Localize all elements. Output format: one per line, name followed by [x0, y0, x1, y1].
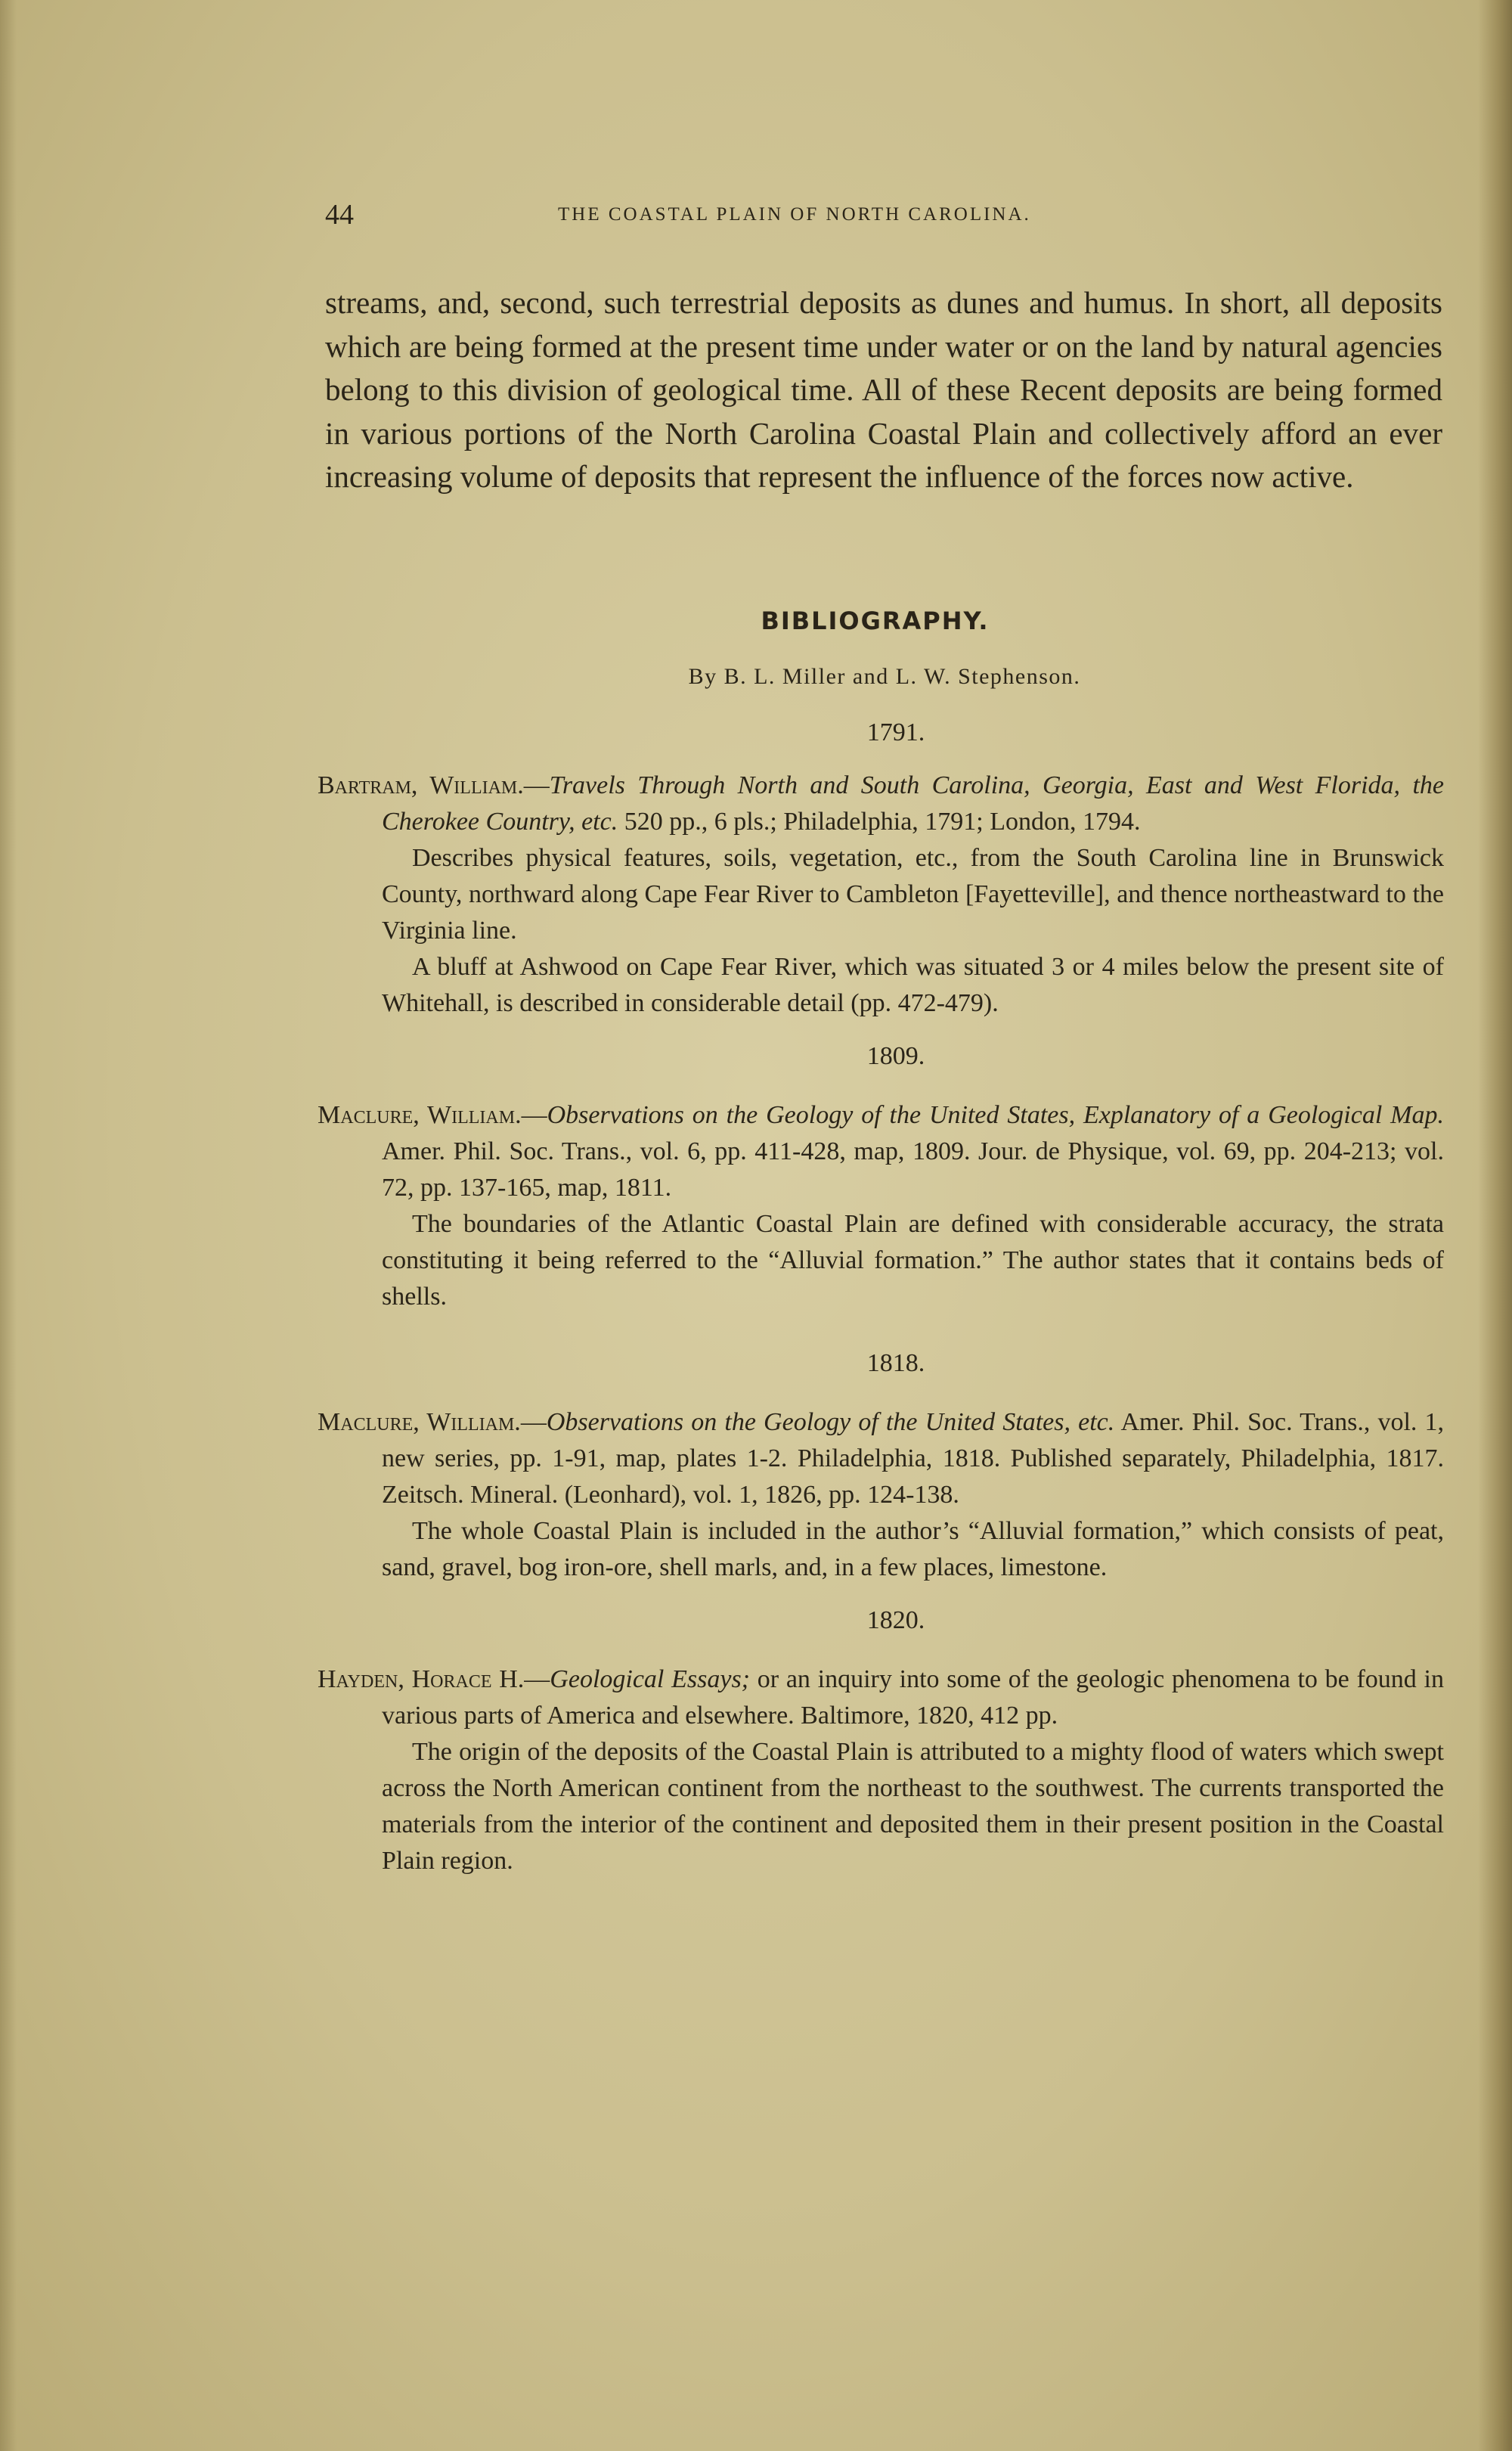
- entry-note: The boundaries of the Atlantic Coastal Plain are defined with considerable accuracy, the strata constituting it being referred to the “Alluvial formation.” The author states that it contains beds of shells.: [382, 1210, 1444, 1311]
- bibliography-title: BIBLIOGRAPHY.: [761, 607, 990, 635]
- bibliography-entries: [318, 715, 1444, 1879]
- entry-year: 1791.: [866, 718, 925, 746]
- citation: Hayden, Horace H.—Geological Essays; or an inquiry into some of the geologic phenomena to be found in various parts of America and elsewhere. Baltimore, 1820, 412 pp.: [318, 1665, 1444, 1730]
- bibliography-byline: By B. L. Miller and L. W. Stephenson.: [688, 664, 1081, 689]
- entry-year: 1818.: [866, 1349, 925, 1377]
- entry-note: A bluff at Ashwood on Cape Fear River, which was situated 3 or 4 miles below the present site of Whitehall, is described in considerable detail (pp. 472-479).: [382, 953, 1444, 1017]
- page-edge-shadow-right: [1478, 0, 1512, 2451]
- citation-author: Maclure, William.: [318, 1408, 521, 1436]
- citation-title: Geological Essays;: [550, 1665, 750, 1693]
- citation: Maclure, William.—Observations on the Geology of the United States, etc. Amer. Phil. Soc. Trans., vol. 1, new series, pp. 1-91, map, plates 1-2. Philadelphia, 1818. Published separately, Philadelphia, 1817. Zeitsch. Mineral. (Leonhard), vol. 1, 1826, pp. 124-138.: [318, 1408, 1445, 1509]
- page-header: [325, 198, 1213, 236]
- citation-details: Amer. Phil. Soc. Trans., vol. 6, pp. 411-428, map, 1809. Jour. de Physique, vol. 69, pp. 204-213; vol. 72, pp. 137-165, map, 1811.: [382, 1137, 1444, 1202]
- entry-note: The origin of the deposits of the Coastal Plain is attributed to a mighty flood of waters which swept across the North American continent from the northeast to the southwest. The currents transported the materials from the interior of the continent and deposited them in their present position in the Coastal Plain region.: [382, 1738, 1444, 1875]
- running-head: THE COASTAL PLAIN OF NORTH CAROLINA.: [558, 204, 1031, 225]
- entry-year: 1809.: [866, 1042, 925, 1070]
- citation-title: Travels Through North and South Carolina, Georgia, East and West Florida, the Cherokee Country, etc.: [382, 771, 1444, 836]
- citation-details: 520 pp., 6 pls.; Philadelphia, 1791; London, 1794.: [624, 808, 1141, 836]
- citation: Bartram, William.—Travels Through North and South Carolina, Georgia, East and West Florida, the Cherokee Country, etc. 520 pp., 6 pls.; Philadelphia, 1791; London, 1794.: [318, 771, 1444, 836]
- citation: Maclure, William.—Observations on the Geology of the United States, Explanatory of a Geological Map. Amer. Phil. Soc. Trans., vol. 6, pp. 411-428, map, 1809. Jour. de Physique, vol. 69, pp. 204-213; vol. 72, pp. 137-165, map, 1811.: [318, 1101, 1444, 1202]
- citation-details: Amer. Phil. Soc. Trans., vol. 1, new series, pp. 1-91, map, plates 1-2. Philadelphia, 1818. Published separately, Philadelphia, 1817. Zeitsch. Mineral. (Leonhard), vol. 1, 1826, pp. 124-138.: [382, 1408, 1445, 1509]
- entry-note: Describes physical features, soils, vegetation, etc., from the South Carolina line in Brunswick County, northward along Cape Fear River to Cambleton [Fayetteville], and thence northeastward to the Virginia line.: [382, 844, 1444, 945]
- citation-author: Maclure, William.: [318, 1101, 522, 1129]
- citation-author: Hayden, Horace H.: [318, 1665, 525, 1693]
- citation-title: Observations on the Geology of the United States, Explanatory of a Geological Map.: [547, 1101, 1444, 1129]
- citation-author: Bartram, William.: [318, 771, 524, 799]
- entry-note: The whole Coastal Plain is included in the author’s “Alluvial formation,” which consists of peat, sand, gravel, bog iron-ore, shell marls, and, in a few places, limestone.: [382, 1517, 1444, 1581]
- page-edge-shadow-left: [0, 0, 17, 2451]
- intro-paragraph: streams, and, second, such terrestrial deposits as dunes and humus. In short, all deposits which are being formed at the present time under water or on the land by natural agencies belong to this division of geological time. All of these Recent deposits are being formed in various portions of the North Carolina Coastal Plain and collectively afford an ever increasing volume of deposits that represent the influence of the forces now active.: [325, 285, 1442, 494]
- citation-title: Observations on the Geology of the United States, etc.: [546, 1408, 1115, 1436]
- page-number: 44: [325, 199, 354, 231]
- entry-year: 1820.: [866, 1606, 925, 1634]
- citation-details: or an inquiry into some of the geologic phenomena to be found in various parts of America and elsewhere. Baltimore, 1820, 412 pp.: [382, 1665, 1444, 1730]
